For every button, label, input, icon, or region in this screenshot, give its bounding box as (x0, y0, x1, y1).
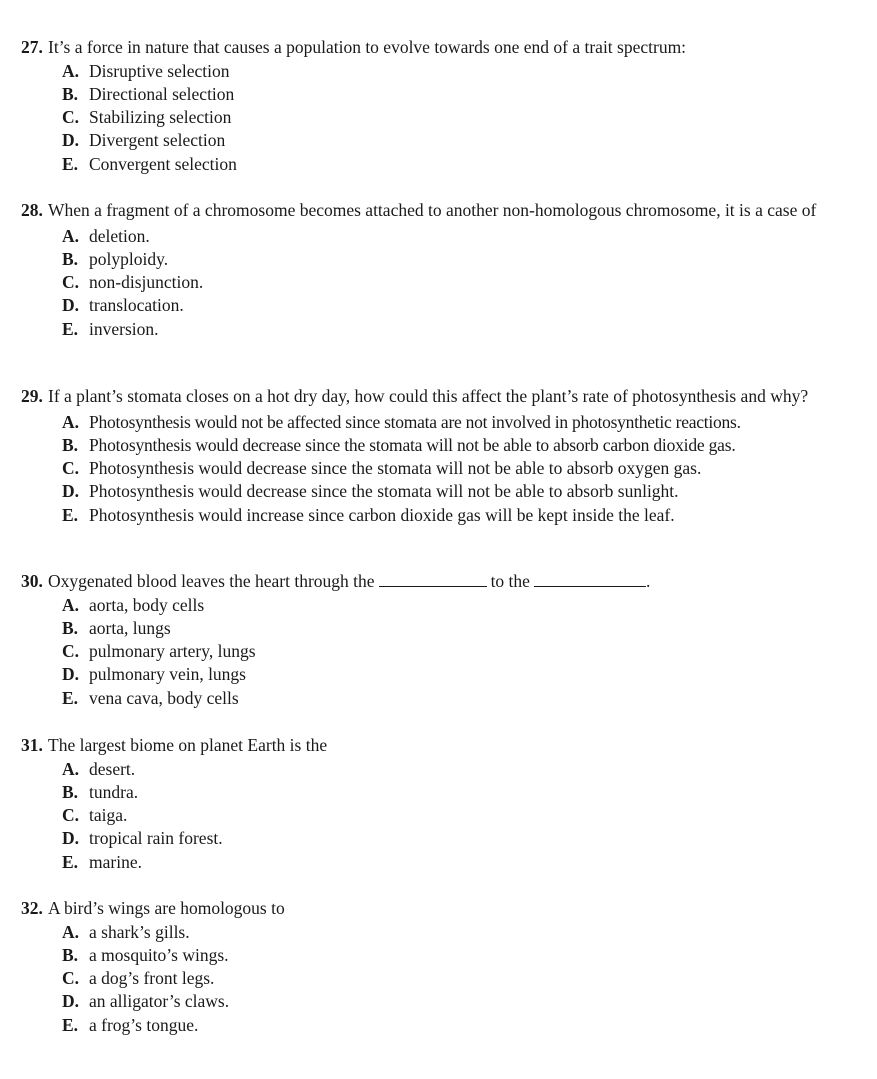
answer-choice-a[interactable] (62, 594, 841, 617)
fill-in-blank[interactable] (534, 571, 646, 587)
answer-choice-e[interactable] (62, 1014, 841, 1037)
question-number: 32. (21, 898, 43, 918)
question-stem (21, 570, 841, 594)
answer-choices (21, 758, 841, 874)
question-27 (21, 36, 841, 176)
answer-choice-d[interactable] (62, 663, 841, 686)
question-text-part: Oxygenated blood leaves the heart through the (48, 571, 375, 591)
choice-text: inversion. (89, 318, 159, 339)
choice-letter: A. (62, 411, 80, 432)
question-text (48, 570, 841, 594)
choice-letter: A. (62, 921, 80, 942)
question-32 (21, 897, 841, 1037)
answer-choice-c[interactable] (62, 640, 841, 663)
question-number: 28. (21, 200, 43, 220)
question-stem (21, 897, 841, 921)
choice-letter: D. (62, 295, 80, 316)
answer-choices (21, 411, 841, 527)
answer-choice-b[interactable] (62, 83, 841, 106)
answer-choices (21, 225, 841, 341)
answer-choice-d[interactable] (62, 129, 841, 152)
question-number: 30. (21, 571, 43, 591)
question-stem (21, 199, 841, 223)
answer-choice-d[interactable] (62, 294, 841, 317)
choice-text: an alligator’s claws. (89, 991, 230, 1012)
question-29 (21, 385, 841, 527)
question-stem (21, 734, 841, 758)
answer-choice-e[interactable] (62, 318, 841, 341)
answer-choice-b[interactable] (62, 617, 841, 640)
choice-letter: B. (62, 434, 79, 455)
choice-text: Convergent selection (89, 153, 237, 174)
answer-choice-a[interactable] (62, 225, 841, 248)
choice-text: pulmonary vein, lungs (89, 664, 246, 685)
choice-letter: B. (62, 781, 79, 802)
choice-text: taiga. (89, 805, 128, 826)
choice-text: a mosquito’s wings. (89, 944, 229, 965)
choice-letter: C. (62, 968, 80, 989)
question-text: When a fragment of a chromosome becomes attached to another non-homologous chromosome, it is a case of (48, 200, 817, 220)
choice-letter: E. (62, 687, 79, 708)
answer-choice-e[interactable] (62, 851, 841, 874)
question-text: It’s a force in nature that causes a population to evolve towards one end of a trait spectrum: (48, 37, 687, 57)
choice-text: vena cava, body cells (89, 687, 239, 708)
answer-choice-c[interactable] (62, 106, 841, 129)
choice-letter: B. (62, 248, 79, 269)
question-number: 31. (21, 735, 43, 755)
choice-text: pulmonary artery, lungs (89, 641, 256, 662)
question-text: A bird’s wings are homologous to (48, 898, 285, 918)
choice-letter: D. (62, 664, 80, 685)
choice-text: desert. (89, 758, 136, 779)
choice-letter: C. (62, 641, 80, 662)
answer-choice-e[interactable] (62, 687, 841, 710)
choice-text: aorta, lungs (89, 617, 171, 638)
choice-text: non-disjunction. (89, 272, 204, 293)
choice-text: polyploidy. (89, 248, 169, 269)
choice-letter: A. (62, 225, 80, 246)
question-stem (21, 36, 841, 60)
answer-choice-e[interactable] (62, 153, 841, 176)
choice-text: translocation. (89, 295, 184, 316)
choice-text: marine. (89, 851, 142, 872)
choice-letter: B. (62, 617, 79, 638)
choice-letter: D. (62, 130, 80, 151)
answer-choices (21, 594, 841, 710)
choice-text: Photosynthesis would decrease since the stomata will not be able to absorb oxygen gas. (89, 458, 702, 479)
answer-choice-a[interactable] (62, 921, 841, 944)
question-stem (21, 385, 841, 409)
answer-choice-e[interactable] (62, 504, 841, 527)
choice-letter: C. (62, 458, 80, 479)
answer-choices (21, 921, 841, 1037)
answer-choice-a[interactable] (62, 411, 841, 434)
answer-choice-b[interactable] (62, 944, 841, 967)
question-30 (21, 570, 841, 710)
answer-choice-c[interactable] (62, 271, 841, 294)
choice-text: tundra. (89, 781, 139, 802)
answer-choice-a[interactable] (62, 758, 841, 781)
choice-letter: A. (62, 758, 80, 779)
choice-letter: D. (62, 481, 80, 502)
answer-choice-c[interactable] (62, 967, 841, 990)
choice-text: aorta, body cells (89, 594, 205, 615)
question-31 (21, 734, 841, 874)
answer-choices (21, 60, 841, 176)
choice-text: a frog’s tongue. (89, 1014, 199, 1035)
answer-choice-c[interactable] (62, 804, 841, 827)
choice-letter: C. (62, 107, 80, 128)
answer-choice-d[interactable] (62, 480, 841, 503)
choice-letter: C. (62, 805, 80, 826)
answer-choice-d[interactable] (62, 827, 841, 850)
question-28 (21, 199, 841, 341)
answer-choice-b[interactable] (62, 434, 841, 457)
choice-text: a dog’s front legs. (89, 968, 215, 989)
answer-choice-d[interactable] (62, 990, 841, 1013)
choice-text: a shark’s gills. (89, 921, 190, 942)
answer-choice-c[interactable] (62, 457, 841, 480)
choice-letter: B. (62, 83, 79, 104)
choice-letter: A. (62, 60, 80, 81)
answer-choice-a[interactable] (62, 60, 841, 83)
choice-text: Photosynthesis would increase since carbon dioxide gas will be kept inside the leaf. (89, 504, 675, 525)
choice-letter: E. (62, 153, 79, 174)
choice-text: Stabilizing selection (89, 107, 232, 128)
choice-text: Photosynthesis would decrease since the stomata will not be able to absorb sunlight. (89, 481, 679, 502)
choice-text: tropical rain forest. (89, 828, 223, 849)
choice-letter: D. (62, 828, 80, 849)
question-number: 29. (21, 386, 43, 406)
choice-letter: C. (62, 272, 80, 293)
fill-in-blank[interactable] (379, 571, 487, 587)
choice-letter: B. (62, 944, 79, 965)
question-text: The largest biome on planet Earth is the (48, 735, 328, 755)
question-text-part: to the (490, 571, 530, 591)
answer-choice-b[interactable] (62, 248, 841, 271)
choice-letter: E. (62, 1014, 79, 1035)
choice-text: Directional selection (89, 83, 235, 104)
choice-text: Divergent selection (89, 130, 226, 151)
question-text-part: . (645, 571, 651, 591)
choice-letter: E. (62, 851, 79, 872)
choice-text: Photosynthesis would decrease since the stomata will not be able to absorb carbon dioxide gas. (89, 434, 736, 455)
answer-choice-b[interactable] (62, 781, 841, 804)
question-number: 27. (21, 37, 43, 57)
choice-text: Disruptive selection (89, 60, 230, 81)
question-text: If a plant’s stomata closes on a hot dry day, how could this affect the plant’s rate of photosynthesis and why? (48, 386, 809, 406)
choice-text: deletion. (89, 225, 150, 246)
choice-letter: E. (62, 318, 79, 339)
choice-letter: E. (62, 504, 79, 525)
choice-letter: D. (62, 991, 80, 1012)
choice-letter: A. (62, 594, 80, 615)
choice-text: Photosynthesis would not be affected since stomata are not involved in photosynthetic reactions. (89, 411, 741, 432)
